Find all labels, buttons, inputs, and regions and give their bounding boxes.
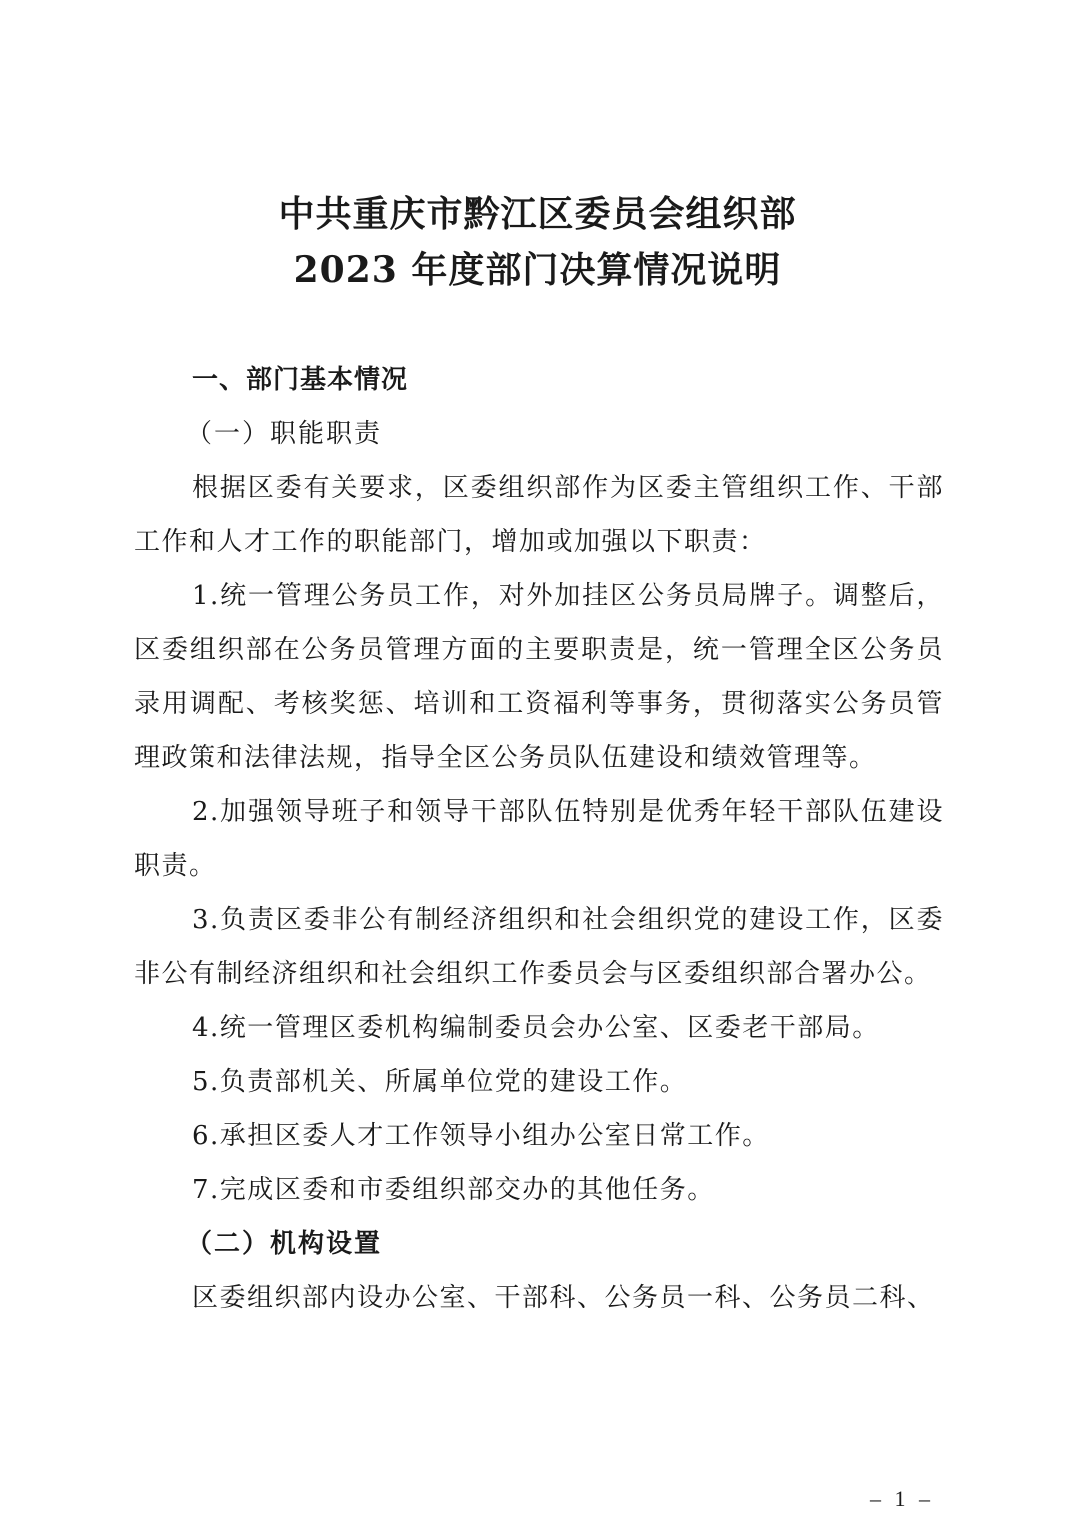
duty-item-7: 7.完成区委和市委组织部交办的其他任务。 [192, 1175, 715, 1205]
page-number: – 1 – [870, 1486, 934, 1511]
document-title-line-2: 2023 年度部门决算情况说明 [293, 249, 782, 291]
duty-item-3: 3.负责区委非公有制经济组织和社会组织党的建设工作，区委非公有制经济组织和社会组织工作委员会与区委组织部合署办公。 [134, 905, 944, 989]
section-heading-basic-info: 一、部门基本情况 [192, 365, 409, 395]
duty-item-5: 5.负责部机关、所属单位党的建设工作。 [192, 1067, 688, 1097]
document-body [134, 353, 944, 1325]
intro-paragraph: 根据区委有关要求，区委组织部作为区委主管组织工作、干部工作和人才工作的职能部门，增加或加强以下职责： [134, 473, 944, 557]
duty-item-2: 2.加强领导班子和领导干部队伍特别是优秀年轻干部队伍建设职责。 [134, 797, 944, 881]
duty-item-6: 6.承担区委人才工作领导小组办公室日常工作。 [192, 1121, 770, 1151]
document-title-line-1: 中共重庆市黔江区委员会组织部 [278, 193, 797, 235]
structure-paragraph: 区委组织部内设办公室、干部科、公务员一科、公务员二科、 [192, 1283, 935, 1313]
subsection-heading-structure: （二）机构设置 [186, 1229, 383, 1259]
duty-item-1: 1.统一管理公务员工作，对外加挂区公务员局牌子。调整后，区委组织部在公务员管理方面的主要职责是，统一管理全区公务员录用调配、考核奖惩、培训和工资福利等事务，贯彻落实公务员管理政策和法律法规，指导全区公务员队伍建设和绩效管理等。 [134, 581, 944, 773]
duty-item-4: 4.统一管理区委机构编制委员会办公室、区委老干部局。 [192, 1013, 880, 1043]
subsection-heading-functions: （一）职能职责 [186, 419, 383, 449]
